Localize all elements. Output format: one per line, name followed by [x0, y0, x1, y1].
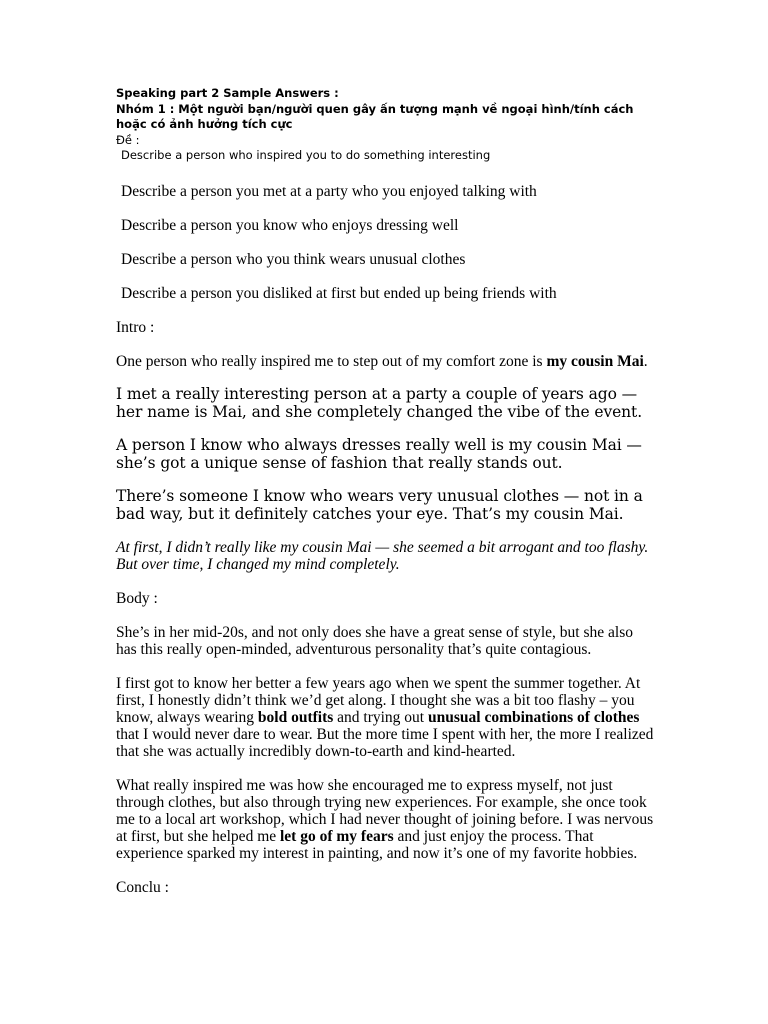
- topic-4: Describe a person who you think wears unusual clothes: [121, 250, 466, 268]
- body-paragraph-2: [116, 675, 656, 760]
- topic-label: Đề :: [116, 132, 140, 147]
- conclusion-label: Conclu :: [116, 878, 169, 896]
- document-page: [116, 86, 656, 896]
- topic-5: Describe a person you disliked at first but ended up being friends with: [121, 284, 557, 302]
- body-p2-text-d: that I would never dare to wear. But the more time I spent with her, the more I realized that she was actually incredibly down-to-earth and kind-hearted.: [116, 725, 654, 760]
- intro-paragraph-3: A person I know who always dresses really well is my cousin Mai — she’s got a unique sense of fashion that really stands out.: [116, 435, 642, 472]
- intro-paragraph-4: There’s someone I know who wears very unusual clothes — not in a bad way, but it definitely catches your eye. That’s my cousin Mai.: [116, 486, 643, 523]
- body-label: Body :: [116, 589, 158, 607]
- topic-2: Describe a person you met at a party who you enjoyed talking with: [121, 182, 537, 200]
- topic-1: Describe a person who inspired you to do something interesting: [121, 148, 491, 162]
- body-p2-text-a: I first got to know her better a few years ago when we spent the summer together. At first, I honestly didn’t think we’d get along. I thought she was a bit too flashy – you know, always wearing: [116, 674, 641, 726]
- intro-line1-suffix: .: [643, 352, 648, 370]
- doc-title: Speaking part 2 Sample Answers :: [116, 86, 339, 100]
- body-paragraph-1: She’s in her mid-20s, and not only does she have a great sense of style, but she also has this really open-minded, adventurous personality that’s quite contagious.: [116, 623, 633, 658]
- intro-paragraph-2: I met a really interesting person at a party a couple of years ago — her name is Mai, and she completely changed the vibe of the event.: [116, 384, 643, 421]
- body-p2-bold-1: bold outfits: [257, 708, 334, 726]
- body-p3-bold: let go of my fears: [280, 827, 394, 845]
- group-heading: Nhóm 1 : Một người bạn/người quen gây ấn tượng mạnh về ngoại hình/tính cách hoặc có ảnh hưởng tích cực: [116, 101, 634, 131]
- intro-label: Intro :: [116, 318, 155, 336]
- body-p3-text-a: What really inspired me was how she encouraged me to express myself, not just through clothes, but also through trying new experiences. For example, she once took me to a local art workshop, which I had never thought of joining before. I was nervous at first, but she helped me: [116, 776, 654, 845]
- intro-paragraph-5: At first, I didn’t really like my cousin Mai — she seemed a bit arrogant and too flashy. But over time, I changed my mind completely.: [116, 538, 649, 573]
- intro-line1-bold: my cousin Mai: [546, 352, 644, 370]
- body-p2-text-c: and trying out: [333, 708, 428, 726]
- intro-line1-prefix: One person who really inspired me to step out of my comfort zone is: [116, 352, 547, 370]
- body-p2-bold-2: unusual combinations of clothes: [428, 708, 640, 726]
- body-paragraph-3: [116, 777, 656, 862]
- body-p3-text-c: and just enjoy the process. That experience sparked my interest in painting, and now it’s one of my favorite hobbies.: [116, 827, 638, 862]
- intro-paragraph-1: [116, 353, 656, 370]
- topic-3: Describe a person you know who enjoys dressing well: [121, 216, 459, 234]
